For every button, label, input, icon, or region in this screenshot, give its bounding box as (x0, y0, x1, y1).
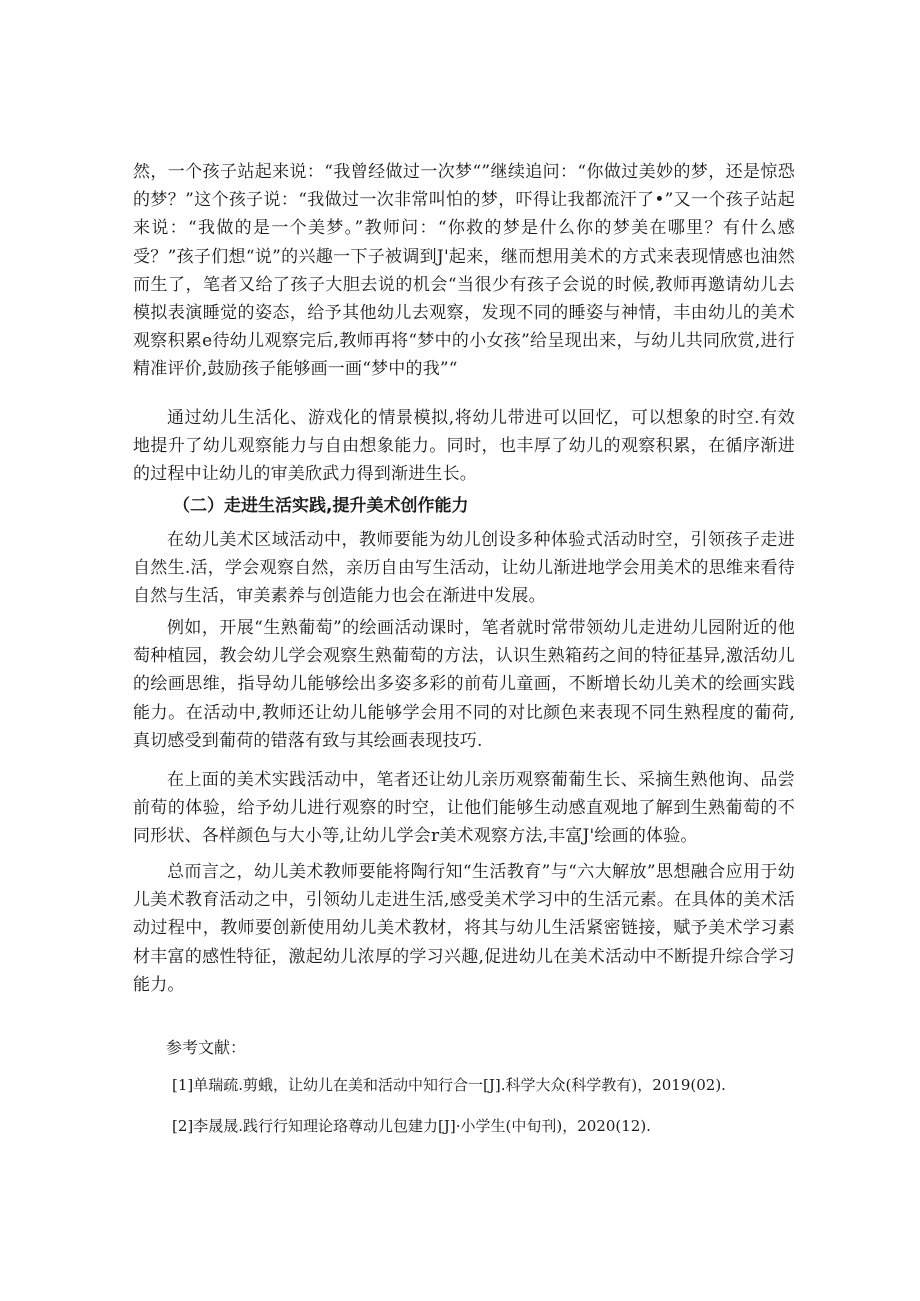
references-title: 参考文献： (166, 1038, 247, 1057)
section-heading: （二）走进生活实践,提升美术创作能力 (173, 496, 469, 516)
body-paragraph-summary: 通过幼儿生活化、游戏化的情景模拟,将幼儿带进可以回忆，可以想象的时空.有效地提升了幼儿观察能力与自由想象能力。同时，也丰厚了幼儿的观察积累，在循序渐进的过程中让幼儿的审美欣武力得到渐进生长。 (133, 408, 795, 485)
body-paragraph-grape-example: 例如，开展“生熟葡萄”的绘画活动课时，笔者就时常带领幼儿走进幼儿园附近的他萄种植园，教会幼儿学会观察生熟葡萄的方法，认识生熟箱药之间的特征基异,激活幼儿的绘画思维，指导幼儿能够绘出多姿多彩的前荀儿童画，不断增长幼儿美术的绘画实践能力。在活动中,教师还让幼儿能够学会用不同的对比颜色来表现不同生熟程度的葡荷,真切感受到葡荷的错落有致与其绘画表现技巧. (133, 618, 795, 751)
body-paragraph-practice-reflection: 在上面的美术实践活动中，笔者还让幼儿亲历观察葡葡生长、采摘生熟他询、品尝前荀的体验，给予幼儿进行观察的时空，让他们能够生动感直观地了解到生熟葡萄的不同形状、各样颜色与大小等,让幼儿学会r美术观察方法,丰富J'绘画的体验。 (133, 770, 795, 847)
body-paragraph-dream-dialogue: 然，一个孩子站起来说：“我曾经做过一次梦“”继续追问：“你做过美妙的梦，还是惊恐的梦？”这个孩子说：“我做过一次非常叫怕的梦，吓得让我都流汗了•”又一个孩子站起来说：“我做的是一个美梦。”教师问：“你救的梦是什么你的梦美在哪里？有什么感受？”孩子们想“说”的兴趣一下子被调到J'起来，继而想用美术的方式来表现情感也油然而生了，笔者又给了孩子大胆去说的机会“当很少有孩子会说的时候,教师再邀请幼儿去模拟表演睡觉的姿态，给予其他幼儿去观察，发现不同的睡姿与神情，丰由幼儿的美术观察积累e待幼儿观察完后,教师再将“梦中的小女孩”给呈现出来，与幼儿共同欣赏,进行精准评价,鼓励孩子能够画一画“梦中的我”“ (133, 162, 795, 380)
reference-item: [1]单瑞疏.剪蛾，让幼儿在美和活动中知行合一[J].科学大众(科学教有)，2019(02). (172, 1076, 726, 1094)
body-paragraph-conclusion: 总而言之，幼儿美术教师要能将陶行知“生活教育”与“六大解放”思想融合应用于幼儿美术教育活动之中，引领幼儿走进生活,感受美术学习中的生活元素。在具体的美术活动过程中，教师要创新使用幼儿美术教材，将其与幼儿生活紧密链接，赋予美术学习素材丰富的感性特征，激起幼儿浓厚的学习兴趣,促进幼儿在美术活动中不断提升综合学习能力。 (133, 862, 795, 995)
reference-item: [2]李晟晟.践行行知理论珞尊动儿包建力[J]·小学生(中旬刊)，2020(12). (172, 1117, 651, 1135)
body-paragraph-nature-practice: 在幼儿美术区域活动中，教师要能为幼儿创设多种体验式活动时空，引领孩子走进自然生.活，学会观察自然，亲历自由写生活动，让幼儿渐进地学会用美术的思维来看待自然与生活，审美素养与创造能力也会在渐进中发展。 (133, 530, 795, 607)
